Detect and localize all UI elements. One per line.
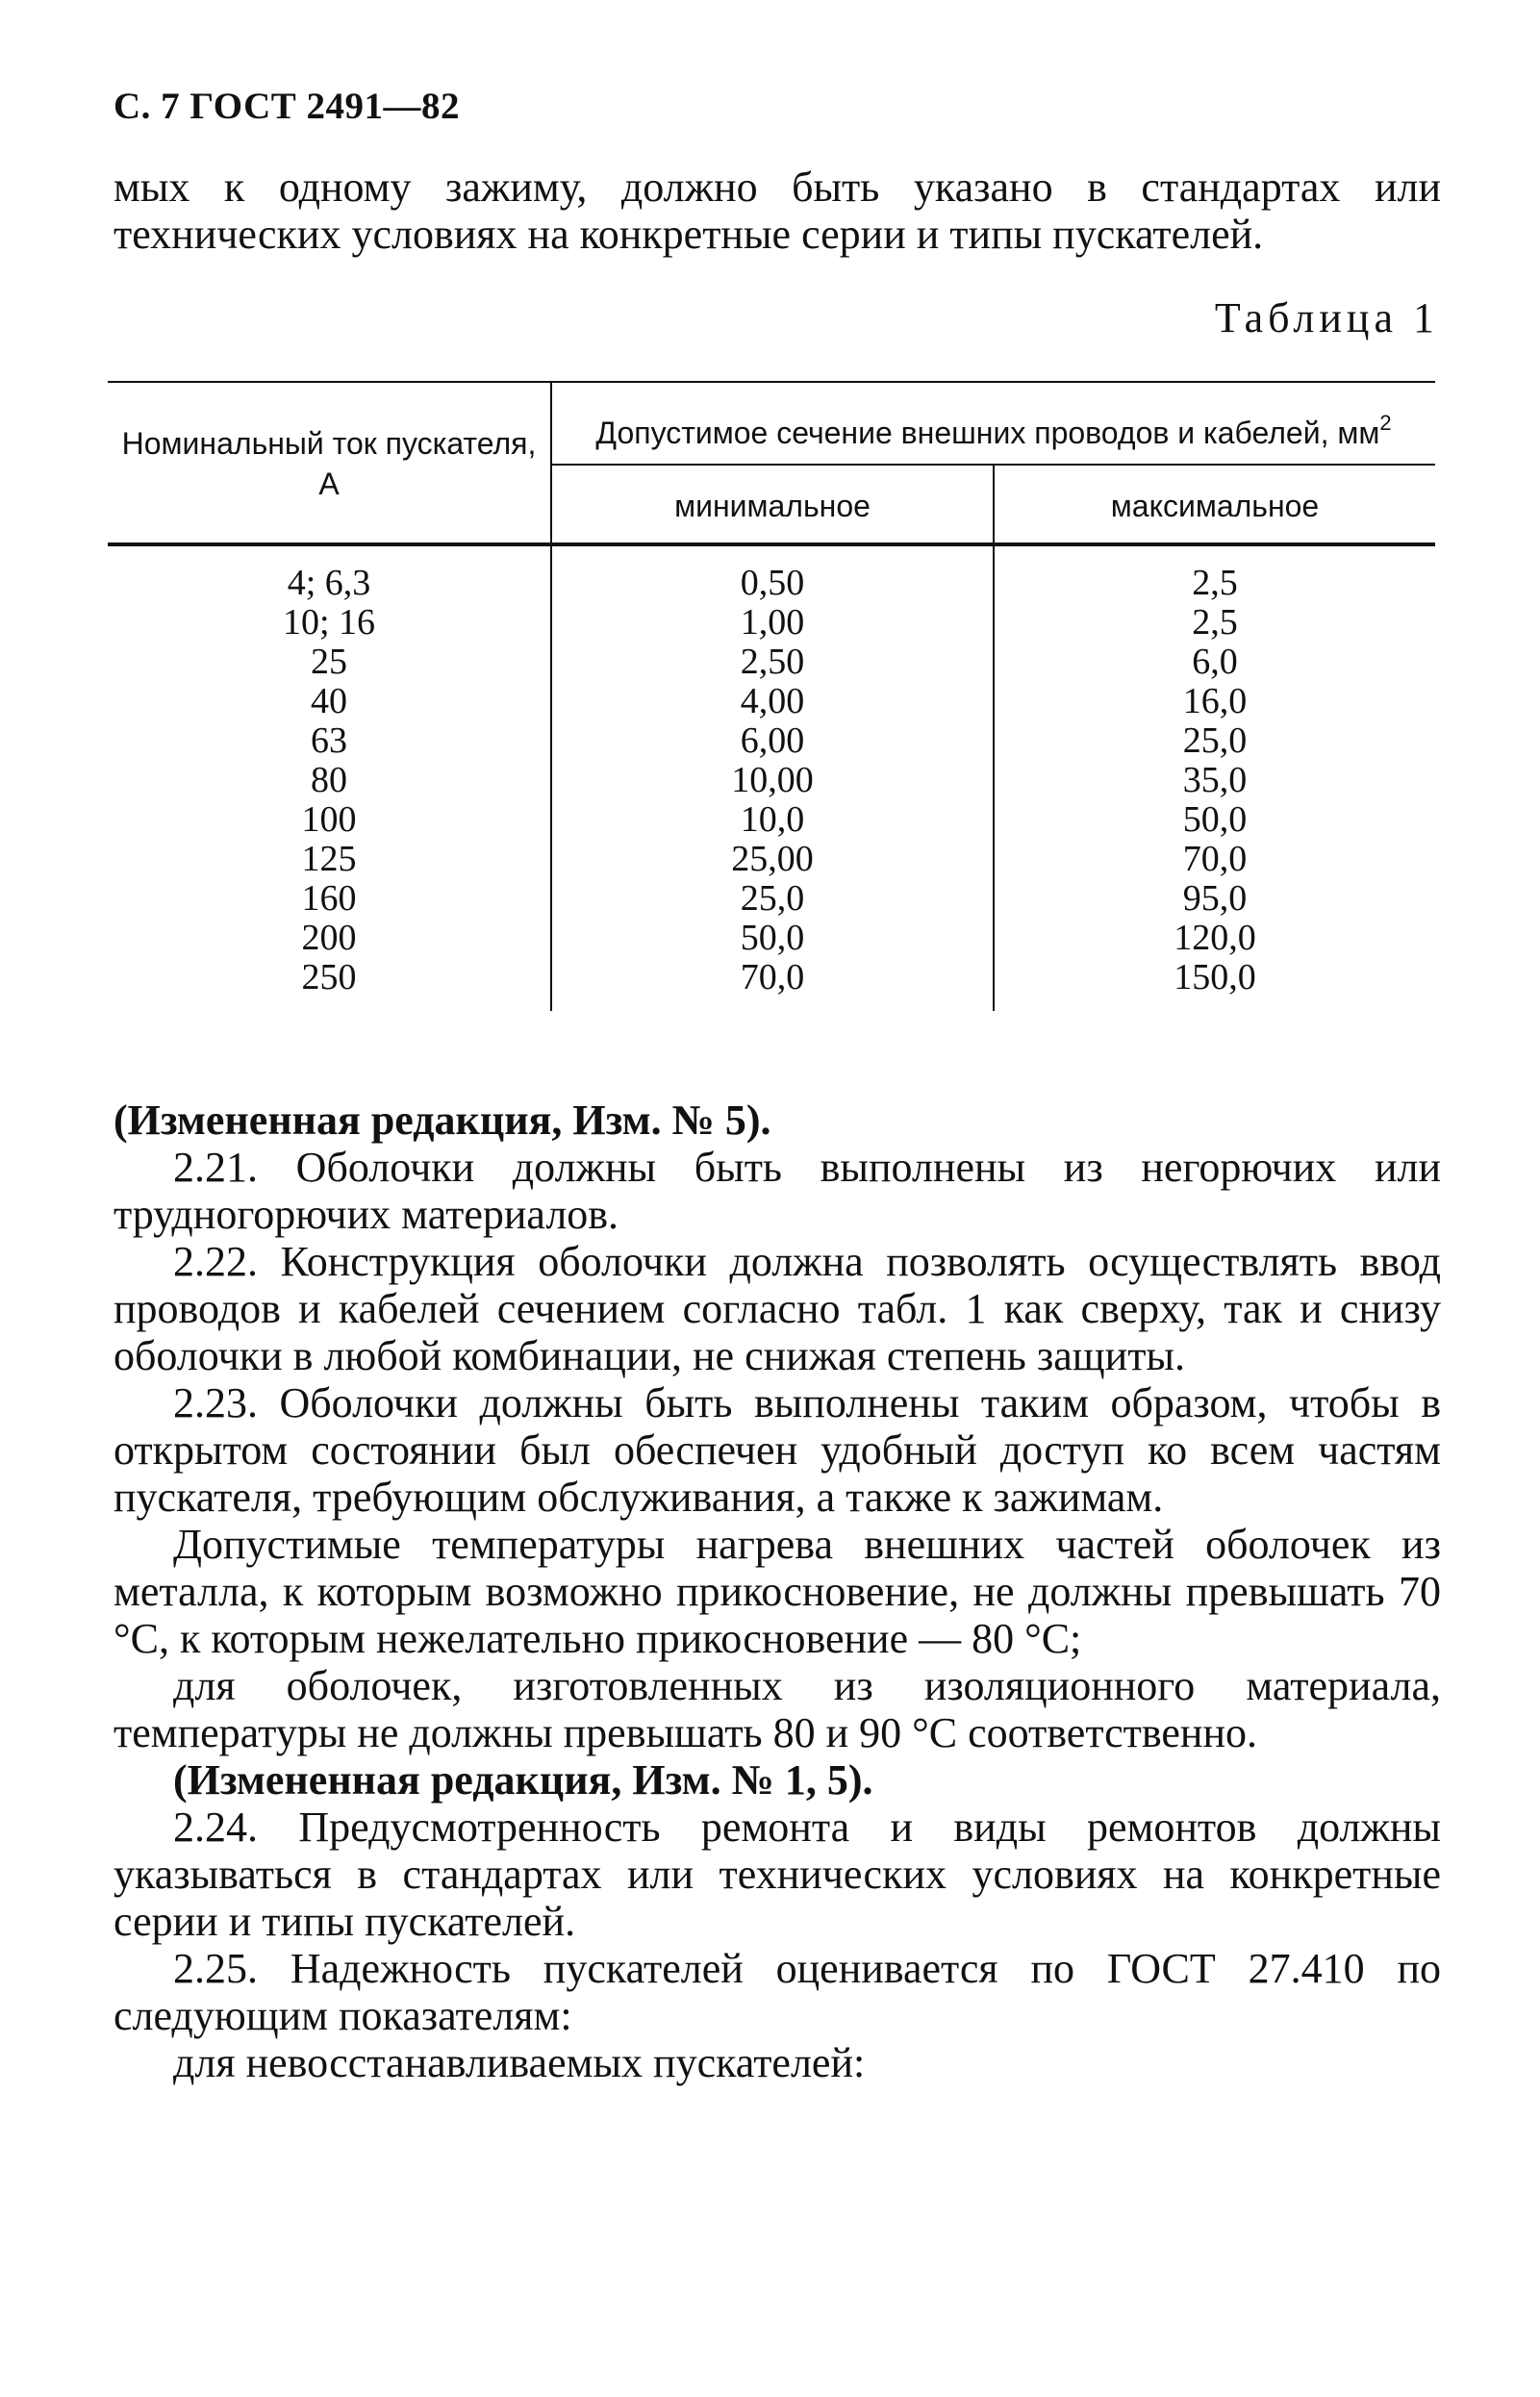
table-cell: 120,0	[1174, 918, 1256, 958]
table-cell: 70,0	[1182, 839, 1248, 879]
insulation-paragraph: для оболочек, изготовленных из изоляционного материала, температуры не должны превышать 80 и 90 °С соответственно.	[114, 1662, 1441, 1756]
running-title: С. 7 ГОСТ 2491—82	[114, 86, 460, 127]
amendment-note: (Измененная редакция, Изм. № 5).	[114, 1097, 771, 1144]
table-cell: 2,5	[1192, 602, 1238, 643]
clause-2-22: 2.22. Конструкция оболочки должна позволять осуществлять ввод проводов и кабелей сечением согласно табл. 1 как сверху, так и снизу оболочки в любой комбинации, не снижая степень защиты.	[114, 1238, 1441, 1379]
header-rated-current: Номинальный ток пускателя, А	[121, 426, 537, 501]
table-header-bottom-rule	[108, 542, 1435, 546]
table-cell: 0,50	[740, 563, 805, 603]
table-cell: 4,00	[740, 681, 805, 721]
table-cell: 2,5	[1192, 563, 1238, 603]
table-cell: 10,00	[731, 760, 814, 800]
table-cell: 80	[311, 760, 347, 800]
table-cell: 35,0	[1182, 760, 1248, 800]
table-cell: 6,00	[740, 720, 805, 761]
table-cell: 150,0	[1174, 957, 1256, 997]
table-cell: 250	[301, 957, 357, 997]
header-cross-section: Допустимое сечение внешних проводов и кабелей, $мм^2$	[595, 411, 1392, 450]
amendment-note: (Измененная редакция, Изм. № 1, 5).	[173, 1756, 873, 1804]
table-cell: 100	[301, 799, 357, 840]
table-cell: 70,0	[740, 957, 805, 997]
table-cell: 50,0	[1182, 799, 1248, 840]
table-cell: 10; 16	[282, 602, 376, 643]
clause-2-25: 2.25. Надежность пускателей оценивается по ГОСТ 27.410 по следующим показателям:	[114, 1945, 1441, 2039]
table-cell: 2,50	[740, 642, 805, 682]
clause-2-23: 2.23. Оболочки должны быть выполнены таким образом, чтобы в открытом состоянии был обеспечен удобный доступ ко всем частям пускателя, требующим обслуживания, а также к зажимам.	[114, 1379, 1441, 1521]
table-cell: 63	[311, 720, 347, 761]
table-caption: Таблица 1	[1214, 294, 1439, 341]
table-cell: 10,0	[740, 799, 805, 840]
non-restorable-paragraph: для невосстанавливаемых пускателей:	[173, 2039, 866, 2086]
table-cell: 200	[301, 918, 357, 958]
table-cell: 16,0	[1182, 681, 1248, 721]
table-cell: 40	[311, 681, 347, 721]
header-minimum: минимальное	[674, 489, 871, 523]
temperature-paragraph: Допустимые температуры нагрева внешних частей оболочек из металла, к которым возможно прикосновение, не должны превышать 70 °С, к которым нежелательно прикосновение — 80 °С;	[114, 1521, 1441, 1662]
table-cell: 125	[301, 839, 357, 879]
table-cell: 160	[301, 878, 357, 919]
column-minimum	[552, 564, 993, 997]
column-rated-current	[108, 564, 550, 997]
clause-2-24: 2.24. Предусмотренность ремонта и виды ремонтов должны указываться в стандартах или технических условиях на конкретные серии и типы пускателей.	[114, 1804, 1441, 1945]
table-cell: 1,00	[740, 602, 805, 643]
table-cell: 50,0	[740, 918, 805, 958]
table-cell: 4; 6,3	[287, 563, 371, 603]
table-1	[108, 381, 1435, 1016]
table-cell: 25,0	[1182, 720, 1248, 761]
clause-2-21: 2.21. Оболочки должны быть выполнены из негорючих или трудногорючих материалов.	[114, 1144, 1441, 1238]
table-cell: 25	[311, 642, 347, 682]
table-cell: 25,0	[740, 878, 805, 919]
table-cell: 95,0	[1182, 878, 1248, 919]
intro-paragraph: мых к одному зажиму, должно быть указано в стандартах или технических условиях на конкретные серии и типы пускателей.	[114, 164, 1441, 258]
table-cell: 25,00	[731, 839, 814, 879]
column-maximum	[995, 564, 1435, 997]
header-maximum: максимальное	[1110, 489, 1320, 523]
table-top-rule	[108, 381, 1435, 383]
table-cell: 6,0	[1192, 642, 1238, 682]
